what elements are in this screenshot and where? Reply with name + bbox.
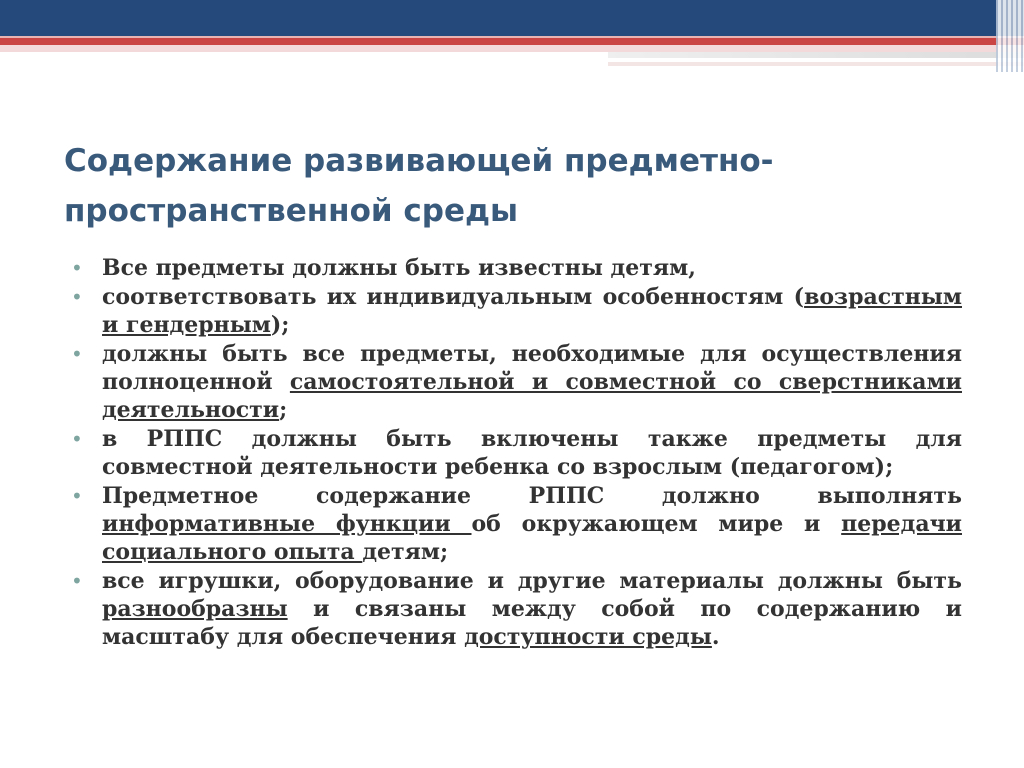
bullet-text: об окружающем мире и bbox=[471, 511, 842, 537]
bullet-item bbox=[68, 567, 962, 651]
bullet-icon: • bbox=[71, 569, 83, 593]
bullet-icon: • bbox=[71, 256, 83, 280]
header-band-light bbox=[0, 45, 1024, 52]
slide-title: Содержание развивающей предметно-пространственной среды bbox=[64, 143, 774, 229]
bullet-list bbox=[68, 254, 962, 652]
bullet-text: должны быть все предметы, необходимые для осуществления полноценной bbox=[102, 341, 962, 395]
bullet-text: все игрушки, оборудование и другие материалы должны быть bbox=[102, 568, 962, 594]
bullet-underlined-text: доступности среды bbox=[464, 624, 712, 650]
bullet-text: детям; bbox=[362, 539, 449, 565]
bullet-text: и связаны между собой по содержанию и масштабу для обеспечения bbox=[102, 596, 962, 650]
bullet-text: Предметное содержание РППС должно выполнять bbox=[102, 483, 962, 509]
bullet-underlined-text: самостоятельной и совместной со сверстниками деятельности bbox=[102, 369, 962, 423]
bullet-item bbox=[68, 482, 962, 566]
bullet-underlined-text: возрастным и гендерным bbox=[102, 284, 962, 338]
bullet-icon: • bbox=[71, 285, 83, 309]
bullet-text: . bbox=[711, 624, 720, 650]
header-band-gray bbox=[608, 52, 1024, 58]
bullet-icon: • bbox=[71, 342, 83, 366]
bullet-text: ; bbox=[279, 397, 288, 423]
bullet-underlined-text: передачи социального опыта bbox=[102, 511, 962, 565]
header-ribbed-decoration bbox=[996, 0, 1024, 72]
bullet-item bbox=[68, 425, 962, 481]
bullet-underlined-text: разнообразны bbox=[102, 596, 288, 622]
header-band-thin bbox=[608, 62, 1024, 66]
bullet-icon: • bbox=[71, 427, 83, 451]
bullet-underlined-text: информативные функции bbox=[102, 511, 472, 537]
bullet-item bbox=[68, 283, 962, 339]
header-band-red bbox=[0, 36, 1024, 45]
bullet-text: в РППС должны быть включены также предметы для совместной деятельности ребенка со взрослым (педагогом); bbox=[102, 426, 962, 480]
bullet-icon: • bbox=[71, 484, 83, 508]
bullet-text: Все предметы должны быть известны детям, bbox=[102, 255, 696, 281]
bullet-item bbox=[68, 340, 962, 424]
bullet-text: ); bbox=[270, 312, 290, 338]
bullet-item bbox=[68, 254, 962, 282]
bullet-text: соответствовать их индивидуальным особенностям ( bbox=[102, 284, 805, 310]
header-band-navy bbox=[0, 0, 1024, 36]
